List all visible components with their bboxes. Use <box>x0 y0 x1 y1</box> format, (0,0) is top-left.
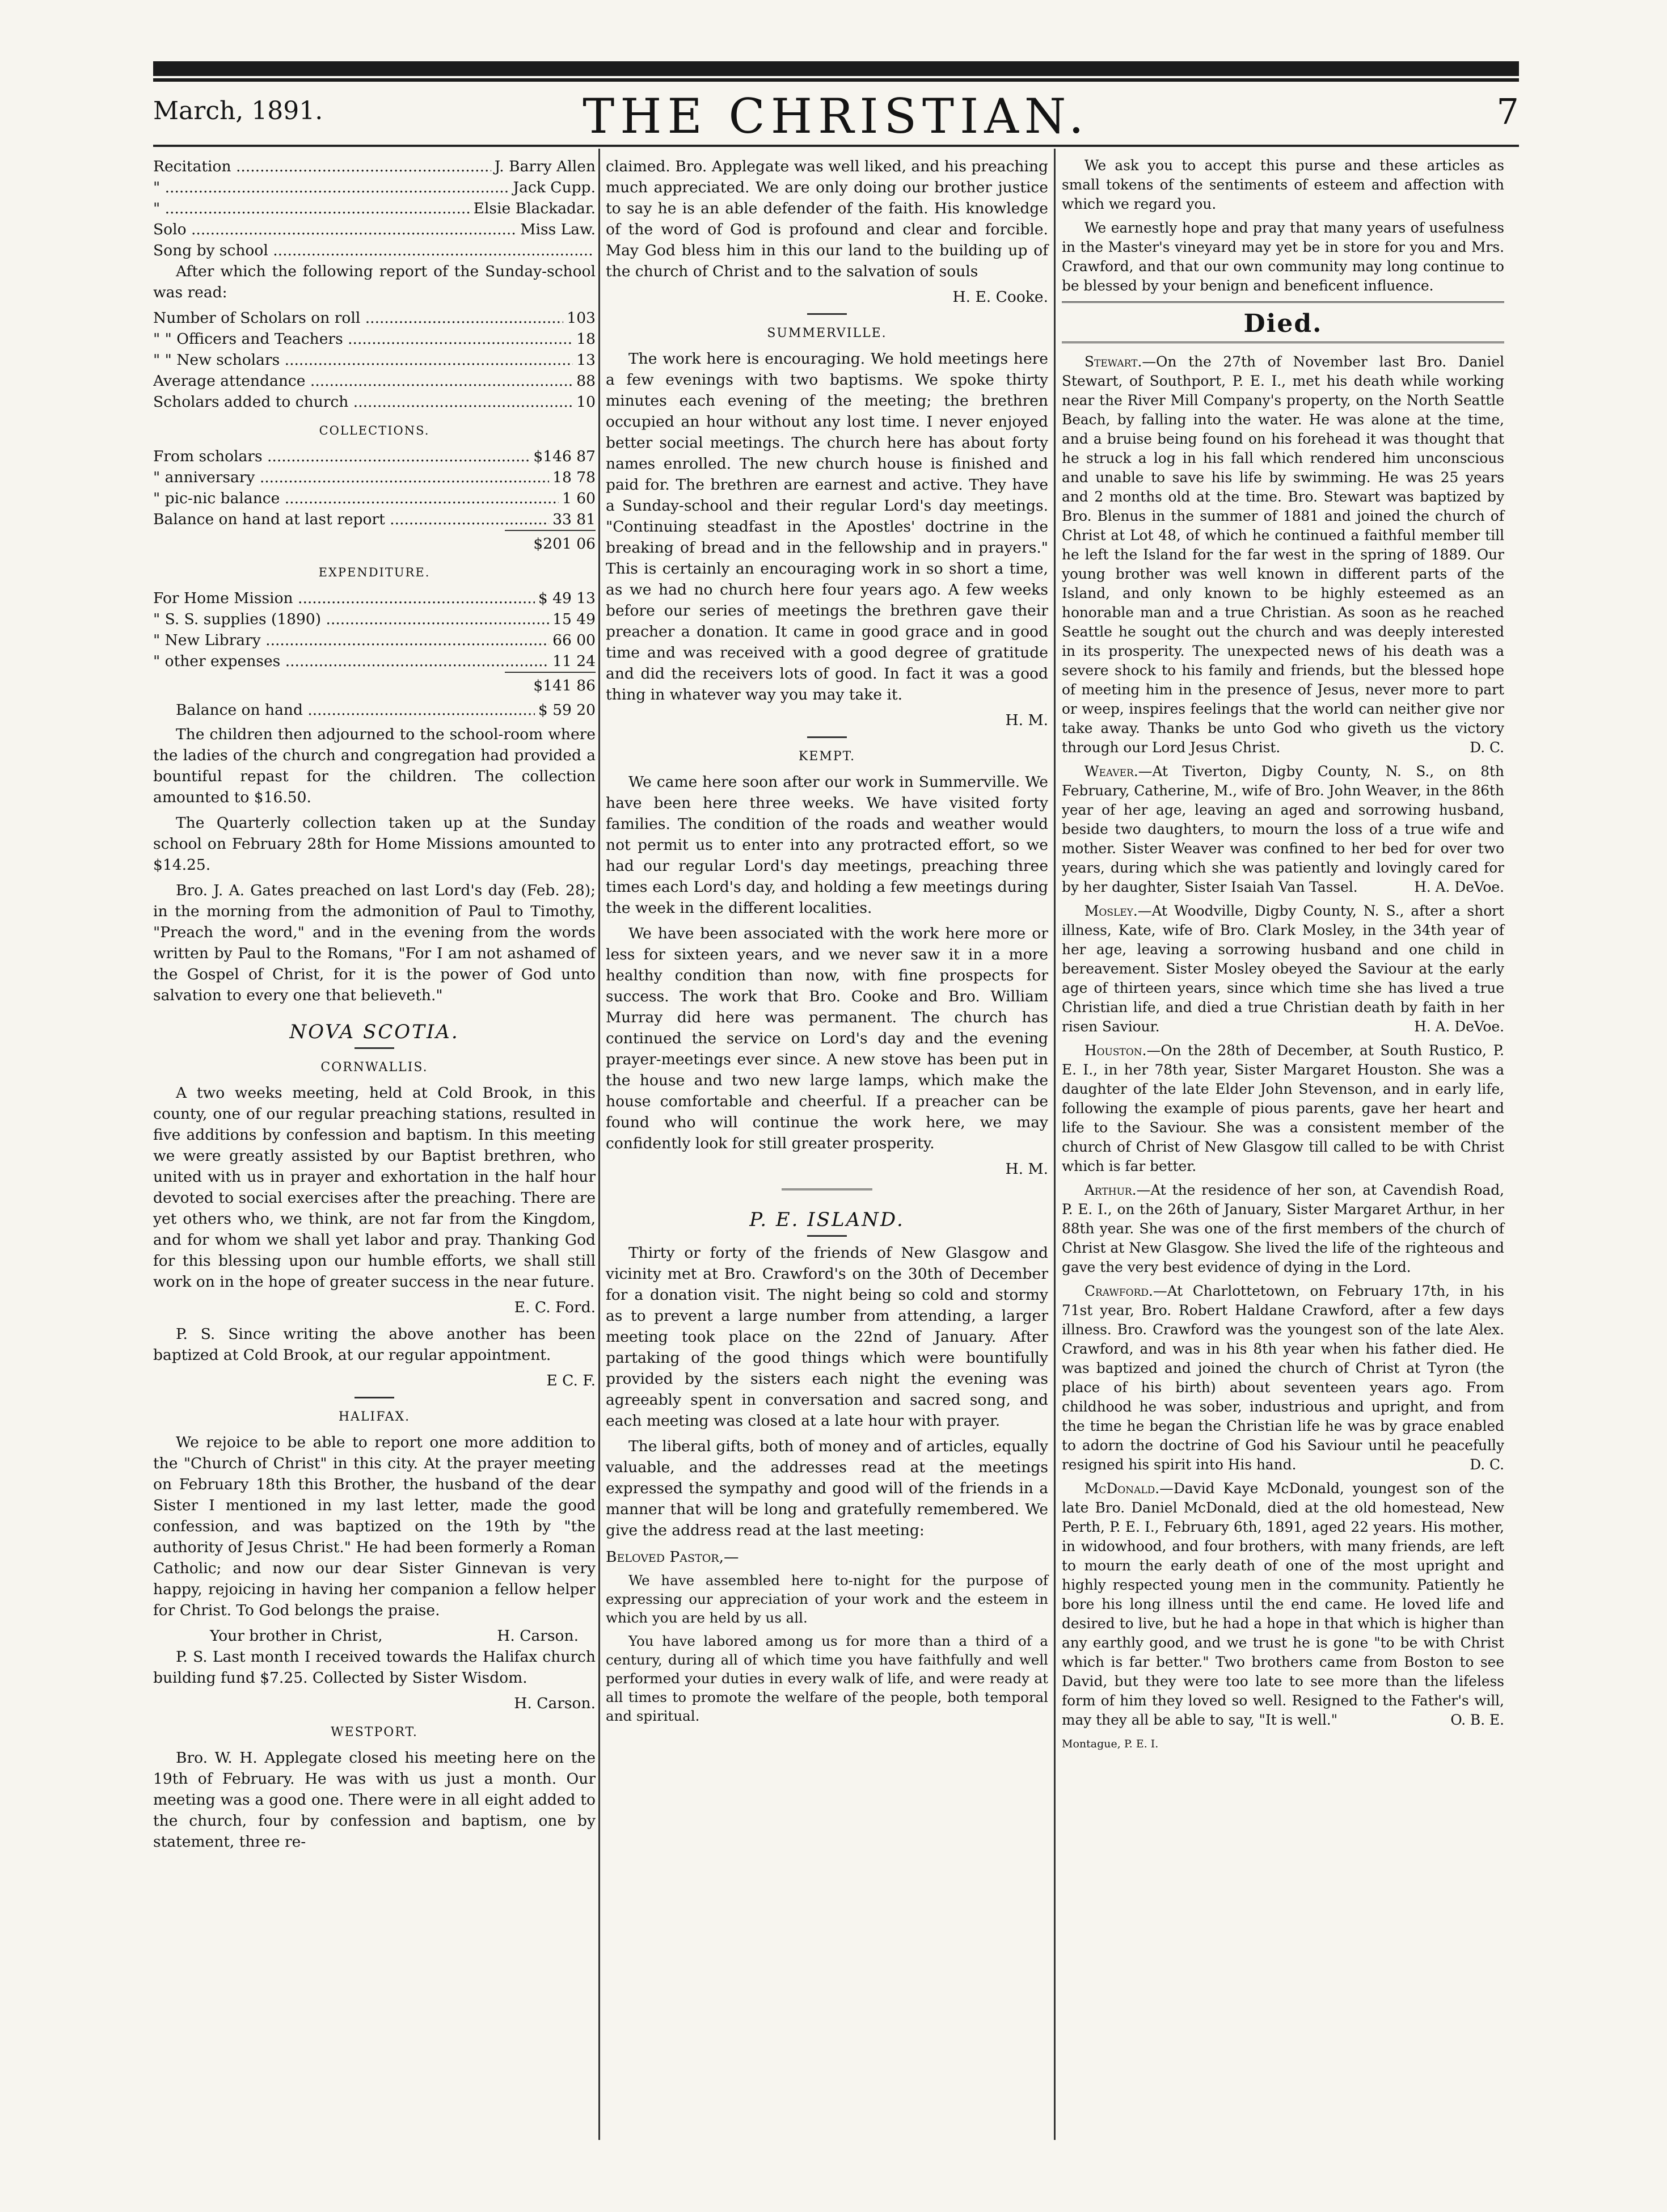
column-divider <box>598 149 600 2140</box>
obituary <box>1062 352 1504 757</box>
paragraph: P. S. Last month I received towards the Halifax church building fund $7.25. Collected by Sister Wisdom. <box>153 1648 596 1687</box>
obituary-text: —At the residence of her son, at Cavendish Road, P. E. I., on the 26th of January, Sister Margaret Arthur, in her 88th year. She was one of the first members of the church of Christ at New Glasgow. She lived the life of the righteous and gave the very best evidence of dying in the Lord. <box>1062 1182 1504 1275</box>
obituary <box>1062 1181 1504 1277</box>
paragraph: We came here soon after our work in Summerville. We have been here three weeks. We have visited forty families. The condition of the roads and weather would not permit us to enter into any protracted effort, so we had our regular Lord's day meetings, preaching three times each Lord's day, and holding a few meetings during the week in the different localities. <box>606 773 1048 917</box>
signature: E C. F. <box>546 1372 596 1389</box>
expenditure-total: $141 86 <box>505 672 596 696</box>
obituary-location: Montague, P. E. I. <box>1062 1738 1159 1750</box>
expenditure-row: " New Library ..... 66 00 <box>153 630 596 651</box>
program-list <box>153 156 596 261</box>
column-divider <box>1054 149 1056 2140</box>
signature: H. Carson. <box>514 1695 596 1712</box>
expenditure-row: For Home Mission ..... $ 49 13 <box>153 588 596 609</box>
short-rule <box>354 1397 394 1398</box>
obituary <box>1062 901 1504 1037</box>
program-row: " ..... Jack Cupp. <box>153 177 596 198</box>
masthead-underline <box>153 145 1519 147</box>
salutation: Beloved Pastor,— <box>606 1548 739 1566</box>
obituary <box>1062 1479 1504 1730</box>
subheading-summerville: SUMMERVILLE. <box>767 326 887 340</box>
paragraph: The children then adjourned to the school-room where the ladies of the church and congregation had provided a bountiful repast for the children. The collection amounted to $16.50. <box>153 726 596 806</box>
program-row: Recitation ..... J. Barry Allen <box>153 156 596 177</box>
paragraph: We rejoice to be able to report one more addition to the "Church of Christ" in this city. At the prayer meeting on February 18th this Brother, the husband of the dear Sister I mentioned in my last letter, made the good confession, and was baptized on the 19th by "the authority of Jesus Christ." He had been formerly a Roman Catholic; and now our dear Sister Ginnevan is very happy, rejoicing in having her companion a fellow helper for Christ. To God belongs the praise. <box>153 1434 596 1619</box>
masthead-rule <box>153 61 1519 76</box>
paragraph: Bro. W. H. Applegate closed his meeting here on the 19th of February. He was with us just a month. Our meeting was a good one. There were in all eight added to the church, four by confession and baptism, one by statement, three re- <box>153 1749 596 1851</box>
died-heading: Died. <box>1243 309 1323 338</box>
subheading-cornwallis: CORNWALLIS. <box>320 1060 428 1075</box>
masthead-rule-thin <box>153 78 1519 82</box>
collections-row: From scholars ..... $146 87 <box>153 446 596 467</box>
expenditure-heading: EXPENDITURE. <box>318 566 431 579</box>
section-rule <box>1062 301 1504 306</box>
obituary-text: —David Kaye McDonald, youngest son of the late Bro. Daniel McDonald, died at the old homestead, New Perth, P. E. I., February 6th, 1891, aged 22 years. His mother, in widowhood, and four brothers, with many friends, are left to mourn the early death of one of the most upright and highly respected young men in the community. Patiently he bore his long illness until the end came. He loved life and desired to live, but he had a hope in that which is higher than any earthly good, and we trust he is gone "to be with Christ which is far better." Two brothers came from Boston to see David, but they were too late to see more than the lifeless form of him they loved so well. Resigned to the Father's will, may they all be able to say, "It is well." <box>1062 1480 1504 1728</box>
balance-row: Balance on hand ..... $ 59 20 <box>176 700 596 721</box>
obituary-text: —At Charlottetown, on February 17th, in his 71st year, Bro. Robert Haldane Crawford, after a few days illness. Bro. Crawford was the youngest son of the late Alex. Crawford, and was in his 8th year when his father died. He was baptized and joined the church of Christ at Tyron (the place of his birth) about seventeen years ago. From childhood he was sober, industrious and upright, and from the time he began the Christian life he was by grace enabled to adorn the doctrine of God his Saviour until he peacefully resigned his spirit into His hand. <box>1062 1283 1504 1473</box>
obituary-text: —At Tiverton, Digby County, N. S., on 8th February, Catherine, M., wife of Bro. John Weaver, in the 86th year of her age, leaving an aged and sorrowing husband, beside two daughters, to mourn the loss of a true wife and mother. Sister Weaver was confined to her bed for over two years, during which she was patiently and lovingly cared for by her daughter, Sister Isaiah Van Tassel. <box>1062 763 1504 895</box>
expenditure-table <box>153 588 596 672</box>
signature: O. B. E. <box>1450 1712 1504 1728</box>
page-number: 7 <box>1496 91 1519 132</box>
obituary <box>1062 1041 1504 1176</box>
short-rule <box>807 736 847 738</box>
section-heading-pei: P. E. ISLAND. <box>749 1208 905 1231</box>
signature: H. M. <box>1005 1160 1048 1178</box>
paragraph: Bro. J. A. Gates preached on last Lord's day (Feb. 28); in the morning from the admonition of Paul to Timothy, "Preach the word," and in the evening from the words written by Paul to the Romans, "For I am not ashamed of the Gospel of Christ, for it is the power of God unto salvation to every one that believeth." <box>153 882 596 1004</box>
program-row: Solo ..... Miss Law. <box>153 219 596 240</box>
stats-row: " " New scholars ..... 13 <box>153 349 596 370</box>
obituary-text: —At Woodville, Digby County, N. S., after a short illness, Kate, wife of Bro. Clark Mosley, in the 34th year of her age, leaving a sorrowing husband and one child in bereavement. Sister Mosley obeyed the Saviour at the early age of thirteen years, since which time she has lived a true Christian life, and died a true Christian death by faith in her risen Saviour. <box>1062 903 1504 1035</box>
signature: D. C. <box>1470 739 1504 756</box>
paragraph: We earnestly hope and pray that many years of usefulness in the Master's vineyard may yet be in store for you and Mrs. Crawford, and that our own community may long continue to be blessed by your benign and beneficent influence. <box>1062 220 1504 294</box>
collections-row: " pic-nic balance ..... 1 60 <box>153 488 596 509</box>
newspaper-title: THE CHRISTIAN. <box>583 89 1090 144</box>
obituary <box>1062 762 1504 897</box>
paragraph: You have labored among us for more than a third of a century, during all of which time you have faithfully and well performed your duties in every walk of life, and were ready at all times to promote the welfare of the people, both temporal and spiritual. <box>606 1633 1048 1724</box>
short-rule <box>807 1235 847 1237</box>
collections-table <box>153 446 596 530</box>
subheading-westport: WESTPORT. <box>331 1725 418 1739</box>
paragraph: A two weeks meeting, held at Cold Brook, in this county, one of our regular preaching stations, resulted in five additions by confession and baptism. In this meeting we were greatly assisted by our Baptist brethren, who united with us in prayer and exhortation in the half hour devoted to social exercises after the preaching. There are yet others who, we think, are not far from the Kingdom, and for whom we shall yet labor and pray. Thanking God for this blessing upon our humble efforts, we shall still work on in the hope of greater success in the near future. <box>153 1084 596 1291</box>
paragraph: We ask you to accept this purse and these articles as small tokens of the sentiments of esteem and affection with which we regard you. <box>1062 157 1504 212</box>
short-rule <box>354 1047 394 1049</box>
program-row: " ..... Elsie Blackadar. <box>153 198 596 219</box>
section-heading-nova-scotia: NOVA SCOTIA. <box>289 1021 459 1043</box>
signature: H. A. DeVoe. <box>1414 1018 1504 1035</box>
short-rule <box>807 313 847 315</box>
collections-total: $201 06 <box>505 530 596 554</box>
paragraph: The Quarterly collection taken up at the Sunday school on February 28th for Home Missions amounted to $14.25. <box>153 814 596 874</box>
section-rule <box>782 1189 872 1194</box>
paragraph: Thirty or forty of the friends of New Glasgow and vicinity met at Bro. Crawford's on the 30th of December for a donation visit. The night being so cold and stormy as to prevent a large number from attending, a larger meeting took place on the 22nd of January. After partaking of the good things which were bountifully provided by the sisters each night the evening was agreeably spent in conversation and sacred song, and each meeting was closed at a late hour with prayer. <box>606 1244 1048 1430</box>
stats-table <box>153 307 596 412</box>
paragraph: We have been associated with the work here more or less for sixteen years, and we never saw it in a more healthy condition than now, with fine prospects for success. The work that Bro. Cooke and Bro. William Murray did here was permanent. The church has continued the service on Lord's day and the evening prayer-meetings ever since. A new stove has been put in the house and two new large lamps, which make the house comfortable and cheerful. If a preacher can be found who will continue the work here, we may confidently look for still greater prosperity. <box>606 925 1048 1152</box>
column-2 <box>606 156 1048 1730</box>
closing: Your brother in Christ, <box>210 1627 383 1645</box>
signature: H. E. Cooke. <box>952 288 1048 306</box>
signature: H. Carson. <box>497 1627 579 1645</box>
stats-row: Number of Scholars on roll ..... 103 <box>153 307 596 328</box>
subheading-kempt: KEMPT. <box>798 749 856 764</box>
obituary-name: Mosley. <box>1084 903 1138 919</box>
signature: H. A. DeVoe. <box>1414 879 1504 895</box>
stats-row: " " Officers and Teachers ..... 18 <box>153 328 596 349</box>
program-row: Song by school ..... <box>153 240 596 261</box>
collections-row: " anniversary ..... 18 78 <box>153 467 596 488</box>
obituary-name: Weaver. <box>1084 763 1138 780</box>
collections-heading: COLLECTIONS. <box>319 424 430 437</box>
paragraph: claimed. Bro. Applegate was well liked, and his preaching much appreciated. We are only doing our brother justice to say he is an able defender of the faith. His knowledge of the word of God is profound and clear and forcible. May God bless him in this our land to the building up of the church of Christ and to the salvation of souls <box>606 158 1048 280</box>
stats-row: Average attendance ..... 88 <box>153 370 596 391</box>
section-rule <box>1062 342 1504 347</box>
obituary-list <box>1062 352 1504 1730</box>
paragraph: The liberal gifts, both of money and of articles, equally valuable, and the addresses read at the meetings expressed the sympathy and good will of the friends in a manner that will be long and gratefully remembered. We give the address read at the last meeting: <box>606 1438 1048 1539</box>
obituary <box>1062 1282 1504 1474</box>
issue-date: March, 1891. <box>153 96 323 125</box>
expenditure-row: " other expenses ..... 11 24 <box>153 651 596 672</box>
column-1 <box>153 156 596 1857</box>
obituary-name: McDonald. <box>1084 1480 1160 1497</box>
paragraph: P. S. Since writing the above another has been baptized at Cold Brook, at our regular appointment. <box>153 1325 596 1364</box>
closing-line <box>153 1625 596 1646</box>
column-3 <box>1062 156 1504 1754</box>
signature: E. C. Ford. <box>514 1299 596 1316</box>
obituary-name: Crawford. <box>1084 1283 1153 1299</box>
obituary-name: Houston. <box>1084 1042 1147 1059</box>
obituary-text: —On the 27th of November last Bro. Daniel Stewart, of Southport, P. E. I., met his death while working near the River Mill Company's property, on the North Seattle Beach, by falling into the water. He was alone at the time, and a bruise being found on his forehead it was thought that he struck a log in his fall which rendered him unconscious and unable to save his life by swimming. He was 25 years and 2 months old at the time. Bro. Stewart was baptized by Bro. Blenus in the summer of 1881 and joined the church of Christ at Lot 48, of which he continued a faithful member till he left the Island for the far west in the spring of 1889. Our young brother was well known in different parts of the Island, and only known to be highly esteemed as an honorable man and a true Christian. As soon as he reached Seattle he sought out the church and was deeply interested in its prosperity. The unexpected news of his death was a severe shock to his family and friends, but the blessed hope of meeting him in the presence of Jesus, never more to part or weep, inspires feelings that the world can neither give nor take away. Thanks be unto God who giveth us the victory through our Lord Jesus Christ. <box>1062 353 1504 756</box>
expenditure-row: " S. S. supplies (1890) ..... 15 49 <box>153 609 596 630</box>
collections-row: Balance on hand at last report ..... 33 81 <box>153 509 596 530</box>
signature: D. C. <box>1470 1456 1504 1473</box>
obituary-text: —On the 28th of December, at South Rustico, P. E. I., in her 78th year, Sister Margaret Houston. She was a daughter of the late Elder John Stevenson, and in early life, following the example of pious parents, gave her heart and life to the Saviour. She was a consistent member of the church of Christ of New Glasgow till called to be with Christ which is far better. <box>1062 1042 1504 1174</box>
obituary-name: Stewart. <box>1084 353 1142 370</box>
masthead <box>153 85 1519 148</box>
subheading-halifax: HALIFAX. <box>338 1410 411 1424</box>
report-intro: After which the following report of the Sunday-school was read: <box>153 263 596 301</box>
paragraph: We have assembled here to-night for the purpose of expressing our appreciation of your work and the esteem in which you are held by us all. <box>606 1572 1048 1626</box>
obituary-name: Arthur. <box>1084 1182 1137 1198</box>
signature: H. M. <box>1005 711 1048 729</box>
paragraph: The work here is encouraging. We hold meetings here a few evenings with two baptisms. We spoke thirty minutes each evening of the meeting; the brethren occupied an hour without any lost time. I never enjoyed better social meetings. The church here has about forty names enrolled. The new church house is finished and paid for. The brethren are earnest and active. They have a Sunday-school and their regular Lord's day meetings. "Continuing steadfast in the Apostles' doctrine in the breaking of bread and in the fellowship and in prayers." This is certainly an encouraging work in so short a time, as we had no church here four years ago. A few weeks before our series of meetings the brethren gave their preacher a donation. It came in good grace and in good time and was received with a good degree of gratitude and did the receivers lots of good. In fact it was a good thing in whatever way you may take it. <box>606 350 1048 703</box>
stats-row: Scholars added to church ..... 10 <box>153 391 596 412</box>
